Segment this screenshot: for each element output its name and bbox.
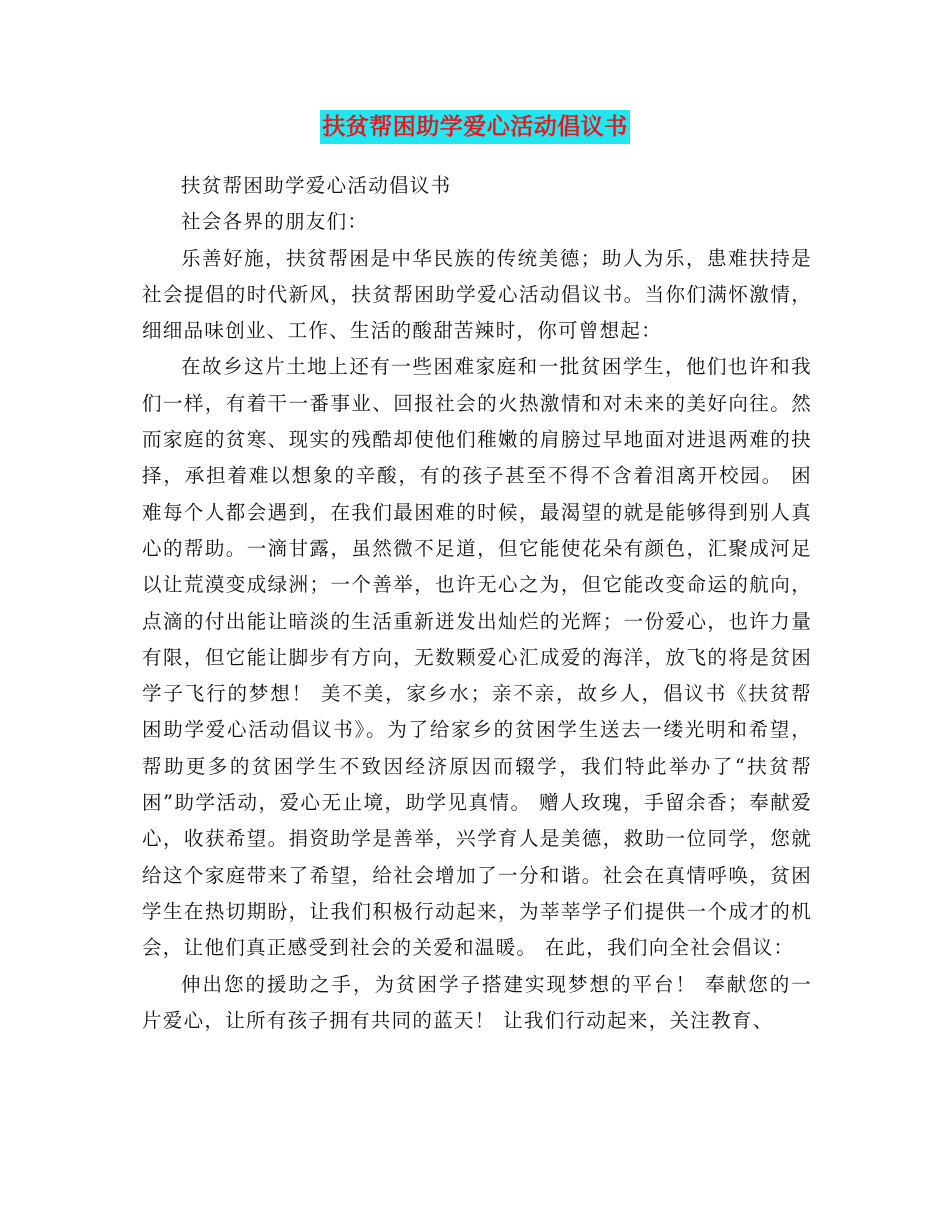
- paragraph-salutation: 社会各界的朋友们：: [181, 210, 369, 234]
- document-title: 扶贫帮困助学爱心活动倡议书: [320, 110, 630, 144]
- paragraph-intro: 乐善好施，扶贫帮困是中华民族的传统美德；助人为乐，患难扶持是社会提倡的时代新风，扶贫帮困助学爱心活动倡议书。当你们满怀激情，细细品味创业、工作、生活的酸甜苦辣时，你可曾想起：: [142, 246, 812, 343]
- paragraph-heading: 扶贫帮困助学爱心活动倡议书: [181, 174, 452, 197]
- paragraph-appeal: 伸出您的援助之手，为贫困学子搭建实现梦想的平台！ 奉献您的一片爱心，让所有孩子拥有共同的蓝天！ 让我们行动起来，关注教育、: [142, 972, 812, 1032]
- document-body: [142, 168, 812, 1039]
- paragraph-main: 在故乡这片土地上还有一些困难家庭和一批贫困学生，他们也许和我们一样，有着干一番事业、回报社会的火热激情和对未来的美好向往。然而家庭的贫寒、现实的残酷却使他们稚嫩的肩膀过早地面对进退两难的抉择，承担着难以想象的辛酸，有的孩子甚至不得不含着泪离开校园。 困难每个人都会遇到，在我们最困难的时候，最渴望的就是能够得到别人真心的帮助。一滴甘露，虽然微不足道，但它能使花朵有颜色，汇聚成河足以让荒漠变成绿洲；一个善举，也许无心之为，但它能改变命运的航向，点滴的付出能让暗淡的生活重新迸发出灿烂的光辉；一份爱心，也许力量有限，但它能让脚步有方向，无数颗爱心汇成爱的海洋，放飞的将是贫困学子飞行的梦想！ 美不美，家乡水；亲不亲，故乡人，倡议书《扶贫帮困助学爱心活动倡议书》。为了给家乡的贫困学生送去一缕光明和希望，帮助更多的贫困学生不致因经济原因而辍学，我们特此举办了“扶贫帮困”助学活动，爱心无止境，助学见真情。 赠人玫瑰，手留余香；奉献爱心，收获希望。捐资助学是善举，兴学育人是美德，救助一位同学，您就给这个家庭带来了希望，给社会增加了一分和谐。社会在真情呼唤，贫困学生在热切期盼，让我们积极行动起来，为莘莘学子们提供一个成才的机会，让他们真正感受到社会的关爱和温暖。 在此，我们向全社会倡议：: [142, 355, 812, 960]
- title-wrapper: [0, 110, 950, 144]
